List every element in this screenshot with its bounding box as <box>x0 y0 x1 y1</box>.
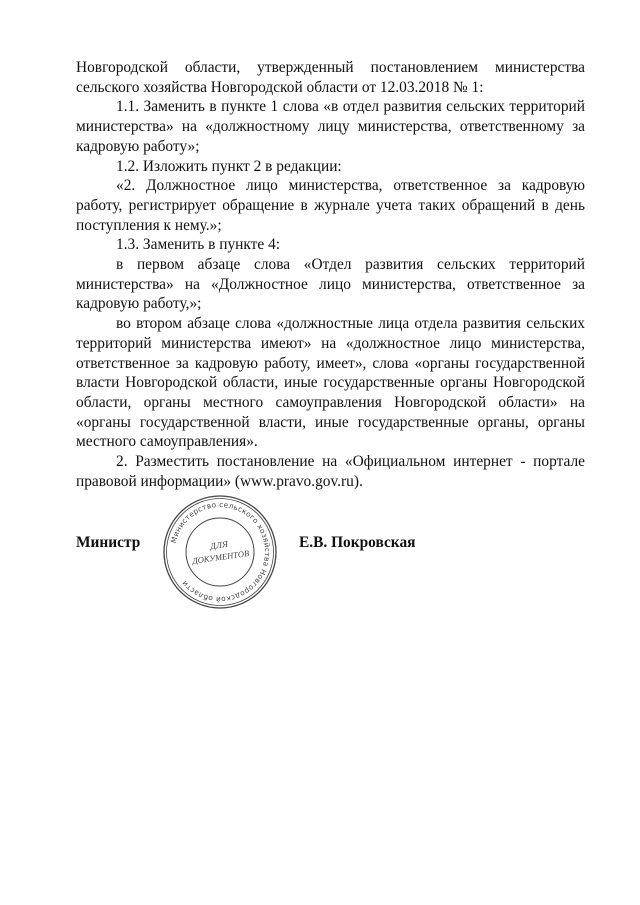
stamp-center-line1: ДЛЯ <box>209 538 229 552</box>
official-stamp <box>161 493 279 611</box>
paragraph: 2. Разместить постановление на «Официальном интернет - портале правовой информации» (www.pravo.gov.ru). <box>76 453 585 490</box>
stamp-ring-text: Министерство сельского хозяйства Новгородской области <box>168 499 273 605</box>
paragraph: во втором абзаце слова «должностные лица отдела развития сельских территорий министерства имеют» на «должностное лицо министерства, ответственное за кадровую работу, имеет», слова «органы государственной власти Новгородской области, иные государственные органы Новгородской области, органы местного самоуправления Новгородской области» на «органы государственной власти, иные государственные органы, органы местного самоуправления». <box>76 315 585 451</box>
signatory-name: Е.В. Покровская <box>299 534 416 551</box>
paragraph: «2. Должностное лицо министерства, ответственное за кадровую работу, регистрирует обращение в журнале учета таких обращений в день поступления к нему.»; <box>76 177 585 234</box>
svg-text:Министерство сельского хозяйст <box>169 500 272 604</box>
paragraph: в первом абзаце слова «Отдел развития сельских территорий министерства» на «Должностное лицо министерства, ответственное за кадровую работу,»; <box>76 256 585 313</box>
signatory-title: Министр <box>76 534 141 551</box>
paragraph: 1.2. Изложить пункт 2 в редакции: <box>116 157 342 175</box>
document-body <box>76 58 585 491</box>
stamp-center-line2: ДОКУМЕНТОВ <box>191 548 250 566</box>
paragraph: 1.3. Заменить в пункте 4: <box>116 236 281 254</box>
paragraph: Новгородской области, утвержденный постановлением министерства сельского хозяйства Новгородской области от 12.03.2018 № 1: <box>76 59 585 96</box>
paragraph: 1.1. Заменить в пункте 1 слова «в отдел развития сельских территорий министерства» на «должностному лицу министерства, ответственному за кадровую работу»; <box>76 98 585 155</box>
